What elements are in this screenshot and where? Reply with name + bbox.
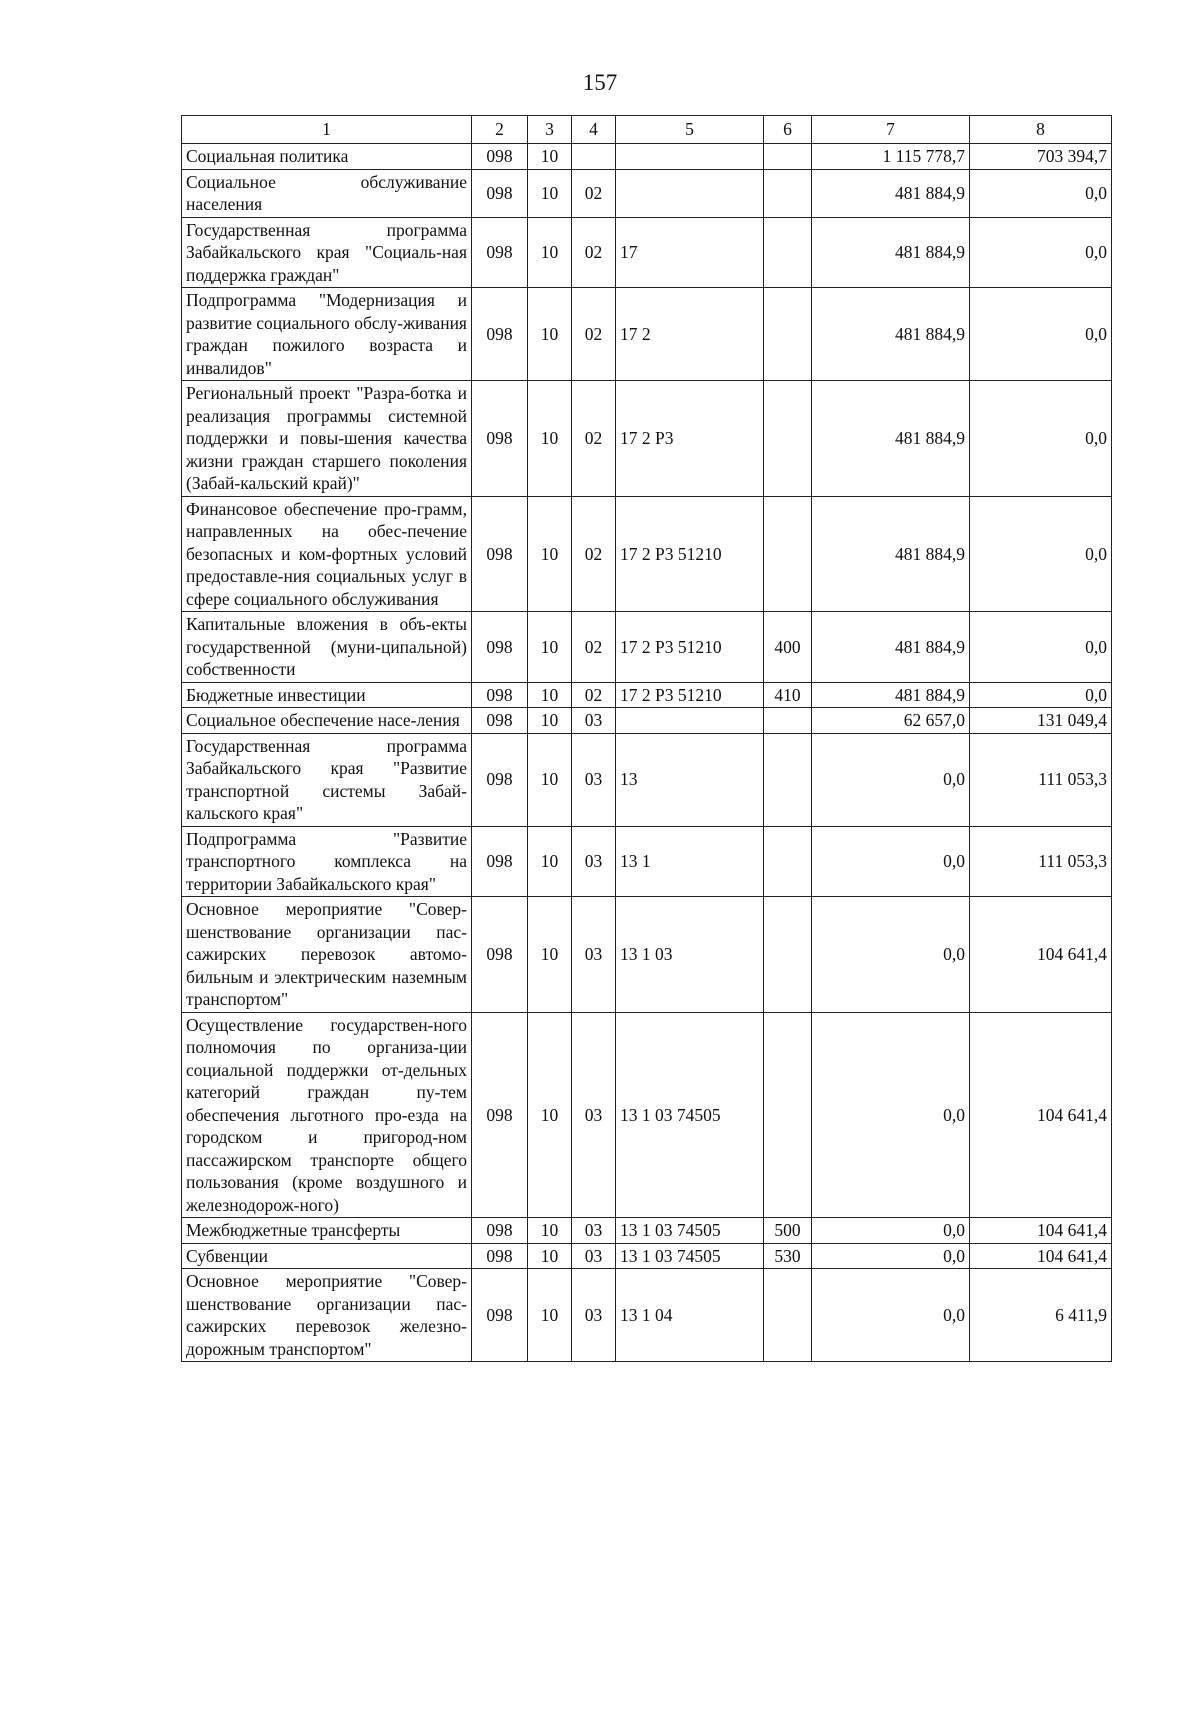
- amount-col-8: 104 641,4: [970, 1243, 1112, 1269]
- column-header: 5: [616, 116, 764, 144]
- column-header: 8: [970, 116, 1112, 144]
- amount-col-8: 131 049,4: [970, 708, 1112, 734]
- amount-col-8: 703 394,7: [970, 144, 1112, 170]
- item-name: Социальное обеспечение насе-ления: [182, 708, 472, 734]
- page-number: 157: [582, 70, 618, 95]
- section-code: 10: [528, 288, 572, 381]
- amount-col-7: 0,0: [812, 733, 970, 826]
- amount-col-8: 0,0: [970, 682, 1112, 708]
- item-name: Государственная программа Забайкальского края "Социаль-ная поддержка граждан": [182, 217, 472, 288]
- chapter-code: 098: [472, 1218, 528, 1244]
- target-article-code: [616, 708, 764, 734]
- amount-col-8: 0,0: [970, 288, 1112, 381]
- amount-col-7: 0,0: [812, 1243, 970, 1269]
- item-name: Социальная политика: [182, 144, 472, 170]
- item-name: Капитальные вложения в объ-екты государственной (муни-ципальной) собственности: [182, 612, 472, 683]
- chapter-code: 098: [472, 708, 528, 734]
- target-article-code: 17 2 P3 51210: [616, 496, 764, 612]
- expense-type-code: [764, 897, 812, 1013]
- target-article-code: 17 2 P3: [616, 381, 764, 497]
- table-row: [182, 1243, 1112, 1269]
- subsection-code: 03: [572, 1218, 616, 1244]
- amount-col-8: 0,0: [970, 217, 1112, 288]
- chapter-code: 098: [472, 682, 528, 708]
- table-row: [182, 144, 1112, 170]
- target-article-code: 13: [616, 733, 764, 826]
- item-name: Государственная программа Забайкальского края "Развитие транспортной системы Забай-кальского края": [182, 733, 472, 826]
- amount-col-7: 481 884,9: [812, 496, 970, 612]
- subsection-code: 02: [572, 217, 616, 288]
- table-row: [182, 381, 1112, 497]
- expense-type-code: [764, 1012, 812, 1218]
- expense-type-code: [764, 144, 812, 170]
- section-code: 10: [528, 169, 572, 217]
- target-article-code: 17 2 P3 51210: [616, 612, 764, 683]
- item-name: Основное мероприятие "Совер-шенствование организации пас-сажирских перевозок автомо-бильным и электрическим наземным транспортом": [182, 897, 472, 1013]
- expense-type-code: [764, 169, 812, 217]
- section-code: 10: [528, 496, 572, 612]
- target-article-code: [616, 144, 764, 170]
- chapter-code: 098: [472, 612, 528, 683]
- table-header-row: [182, 116, 1112, 144]
- section-code: 10: [528, 1218, 572, 1244]
- expense-type-code: [764, 1269, 812, 1362]
- budget-table: [181, 115, 1112, 1362]
- expense-type-code: 530: [764, 1243, 812, 1269]
- item-name: Субвенции: [182, 1243, 472, 1269]
- expense-type-code: [764, 733, 812, 826]
- amount-col-7: 0,0: [812, 897, 970, 1013]
- target-article-code: 13 1 03 74505: [616, 1243, 764, 1269]
- column-header: 6: [764, 116, 812, 144]
- table-row: [182, 682, 1112, 708]
- column-header: 1: [182, 116, 472, 144]
- table-row: [182, 733, 1112, 826]
- amount-col-7: 481 884,9: [812, 217, 970, 288]
- subsection-code: 02: [572, 288, 616, 381]
- table-row: [182, 826, 1112, 897]
- subsection-code: 02: [572, 612, 616, 683]
- table-row: [182, 169, 1112, 217]
- table-row: [182, 897, 1112, 1013]
- chapter-code: 098: [472, 1269, 528, 1362]
- chapter-code: 098: [472, 496, 528, 612]
- section-code: 10: [528, 733, 572, 826]
- section-code: 10: [528, 708, 572, 734]
- expense-type-code: 410: [764, 682, 812, 708]
- column-header: 4: [572, 116, 616, 144]
- expense-type-code: 500: [764, 1218, 812, 1244]
- chapter-code: 098: [472, 1012, 528, 1218]
- subsection-code: 02: [572, 496, 616, 612]
- target-article-code: 17 2: [616, 288, 764, 381]
- chapter-code: 098: [472, 733, 528, 826]
- amount-col-8: 0,0: [970, 381, 1112, 497]
- amount-col-7: 0,0: [812, 826, 970, 897]
- amount-col-7: 481 884,9: [812, 381, 970, 497]
- table-row: [182, 1012, 1112, 1218]
- subsection-code: 03: [572, 733, 616, 826]
- expense-type-code: 400: [764, 612, 812, 683]
- amount-col-7: 1 115 778,7: [812, 144, 970, 170]
- item-name: Региональный проект "Разра-ботка и реализация программы системной поддержки и повы-шения качества жизни граждан старшего поколения (Забай-кальский край)": [182, 381, 472, 497]
- column-header: 7: [812, 116, 970, 144]
- section-code: 10: [528, 682, 572, 708]
- expense-type-code: [764, 496, 812, 612]
- item-name: Межбюджетные трансферты: [182, 1218, 472, 1244]
- target-article-code: [616, 169, 764, 217]
- subsection-code: 02: [572, 381, 616, 497]
- expense-type-code: [764, 288, 812, 381]
- table-row: [182, 612, 1112, 683]
- table-row: [182, 1269, 1112, 1362]
- item-name: Подпрограмма "Развитие транспортного комплекса на территории Забайкальского края": [182, 826, 472, 897]
- expense-type-code: [764, 217, 812, 288]
- column-header: 2: [472, 116, 528, 144]
- section-code: 10: [528, 217, 572, 288]
- table-row: [182, 1218, 1112, 1244]
- item-name: Бюджетные инвестиции: [182, 682, 472, 708]
- target-article-code: 17: [616, 217, 764, 288]
- expense-type-code: [764, 708, 812, 734]
- section-code: 10: [528, 1012, 572, 1218]
- amount-col-7: 481 884,9: [812, 169, 970, 217]
- chapter-code: 098: [472, 826, 528, 897]
- item-name: Осуществление государствен-ного полномочия по организа-ции социальной поддержки от-дельных категорий граждан пу-тем обеспечения льготного про-езда на городском и пригород-ном пассажирском транспорте общего пользования (кроме воздушного и железнодорож-ного): [182, 1012, 472, 1218]
- table-row: [182, 708, 1112, 734]
- chapter-code: 098: [472, 288, 528, 381]
- amount-col-7: 0,0: [812, 1218, 970, 1244]
- amount-col-8: 104 641,4: [970, 897, 1112, 1013]
- target-article-code: 13 1 03 74505: [616, 1218, 764, 1244]
- chapter-code: 098: [472, 1243, 528, 1269]
- table-row: [182, 288, 1112, 381]
- subsection-code: 02: [572, 169, 616, 217]
- section-code: 10: [528, 897, 572, 1013]
- expense-type-code: [764, 381, 812, 497]
- item-name: Подпрограмма "Модернизация и развитие социального обслу-живания граждан пожилого возраста и инвалидов": [182, 288, 472, 381]
- subsection-code: 03: [572, 826, 616, 897]
- amount-col-8: 111 053,3: [970, 733, 1112, 826]
- subsection-code: 03: [572, 1243, 616, 1269]
- subsection-code: 02: [572, 682, 616, 708]
- subsection-code: 03: [572, 1269, 616, 1362]
- subsection-code: 03: [572, 897, 616, 1013]
- table-row: [182, 496, 1112, 612]
- section-code: 10: [528, 1243, 572, 1269]
- amount-col-8: 0,0: [970, 612, 1112, 683]
- expense-type-code: [764, 826, 812, 897]
- subsection-code: 03: [572, 708, 616, 734]
- amount-col-7: 62 657,0: [812, 708, 970, 734]
- section-code: 10: [528, 826, 572, 897]
- amount-col-7: 481 884,9: [812, 288, 970, 381]
- chapter-code: 098: [472, 381, 528, 497]
- item-name: Основное мероприятие "Совер-шенствование организации пас-сажирских перевозок железно-дорожным транспортом": [182, 1269, 472, 1362]
- amount-col-7: 481 884,9: [812, 612, 970, 683]
- amount-col-8: 0,0: [970, 496, 1112, 612]
- target-article-code: 17 2 P3 51210: [616, 682, 764, 708]
- table-row: [182, 217, 1112, 288]
- subsection-code: [572, 144, 616, 170]
- item-name: Финансовое обеспечение про-грамм, направленных на обес-печение безопасных и ком-фортных условий предоставле-ния социальных услуг в сфере социального обслуживания: [182, 496, 472, 612]
- amount-col-8: 111 053,3: [970, 826, 1112, 897]
- amount-col-7: 0,0: [812, 1012, 970, 1218]
- subsection-code: 03: [572, 1012, 616, 1218]
- amount-col-7: 481 884,9: [812, 682, 970, 708]
- target-article-code: 13 1 03: [616, 897, 764, 1013]
- amount-col-8: 104 641,4: [970, 1012, 1112, 1218]
- section-code: 10: [528, 144, 572, 170]
- amount-col-8: 0,0: [970, 169, 1112, 217]
- target-article-code: 13 1 04: [616, 1269, 764, 1362]
- column-header: 3: [528, 116, 572, 144]
- chapter-code: 098: [472, 144, 528, 170]
- section-code: 10: [528, 1269, 572, 1362]
- amount-col-8: 6 411,9: [970, 1269, 1112, 1362]
- section-code: 10: [528, 612, 572, 683]
- amount-col-8: 104 641,4: [970, 1218, 1112, 1244]
- item-name: Социальное обслуживание населения: [182, 169, 472, 217]
- chapter-code: 098: [472, 217, 528, 288]
- section-code: 10: [528, 381, 572, 497]
- chapter-code: 098: [472, 169, 528, 217]
- chapter-code: 098: [472, 897, 528, 1013]
- target-article-code: 13 1 03 74505: [616, 1012, 764, 1218]
- amount-col-7: 0,0: [812, 1269, 970, 1362]
- target-article-code: 13 1: [616, 826, 764, 897]
